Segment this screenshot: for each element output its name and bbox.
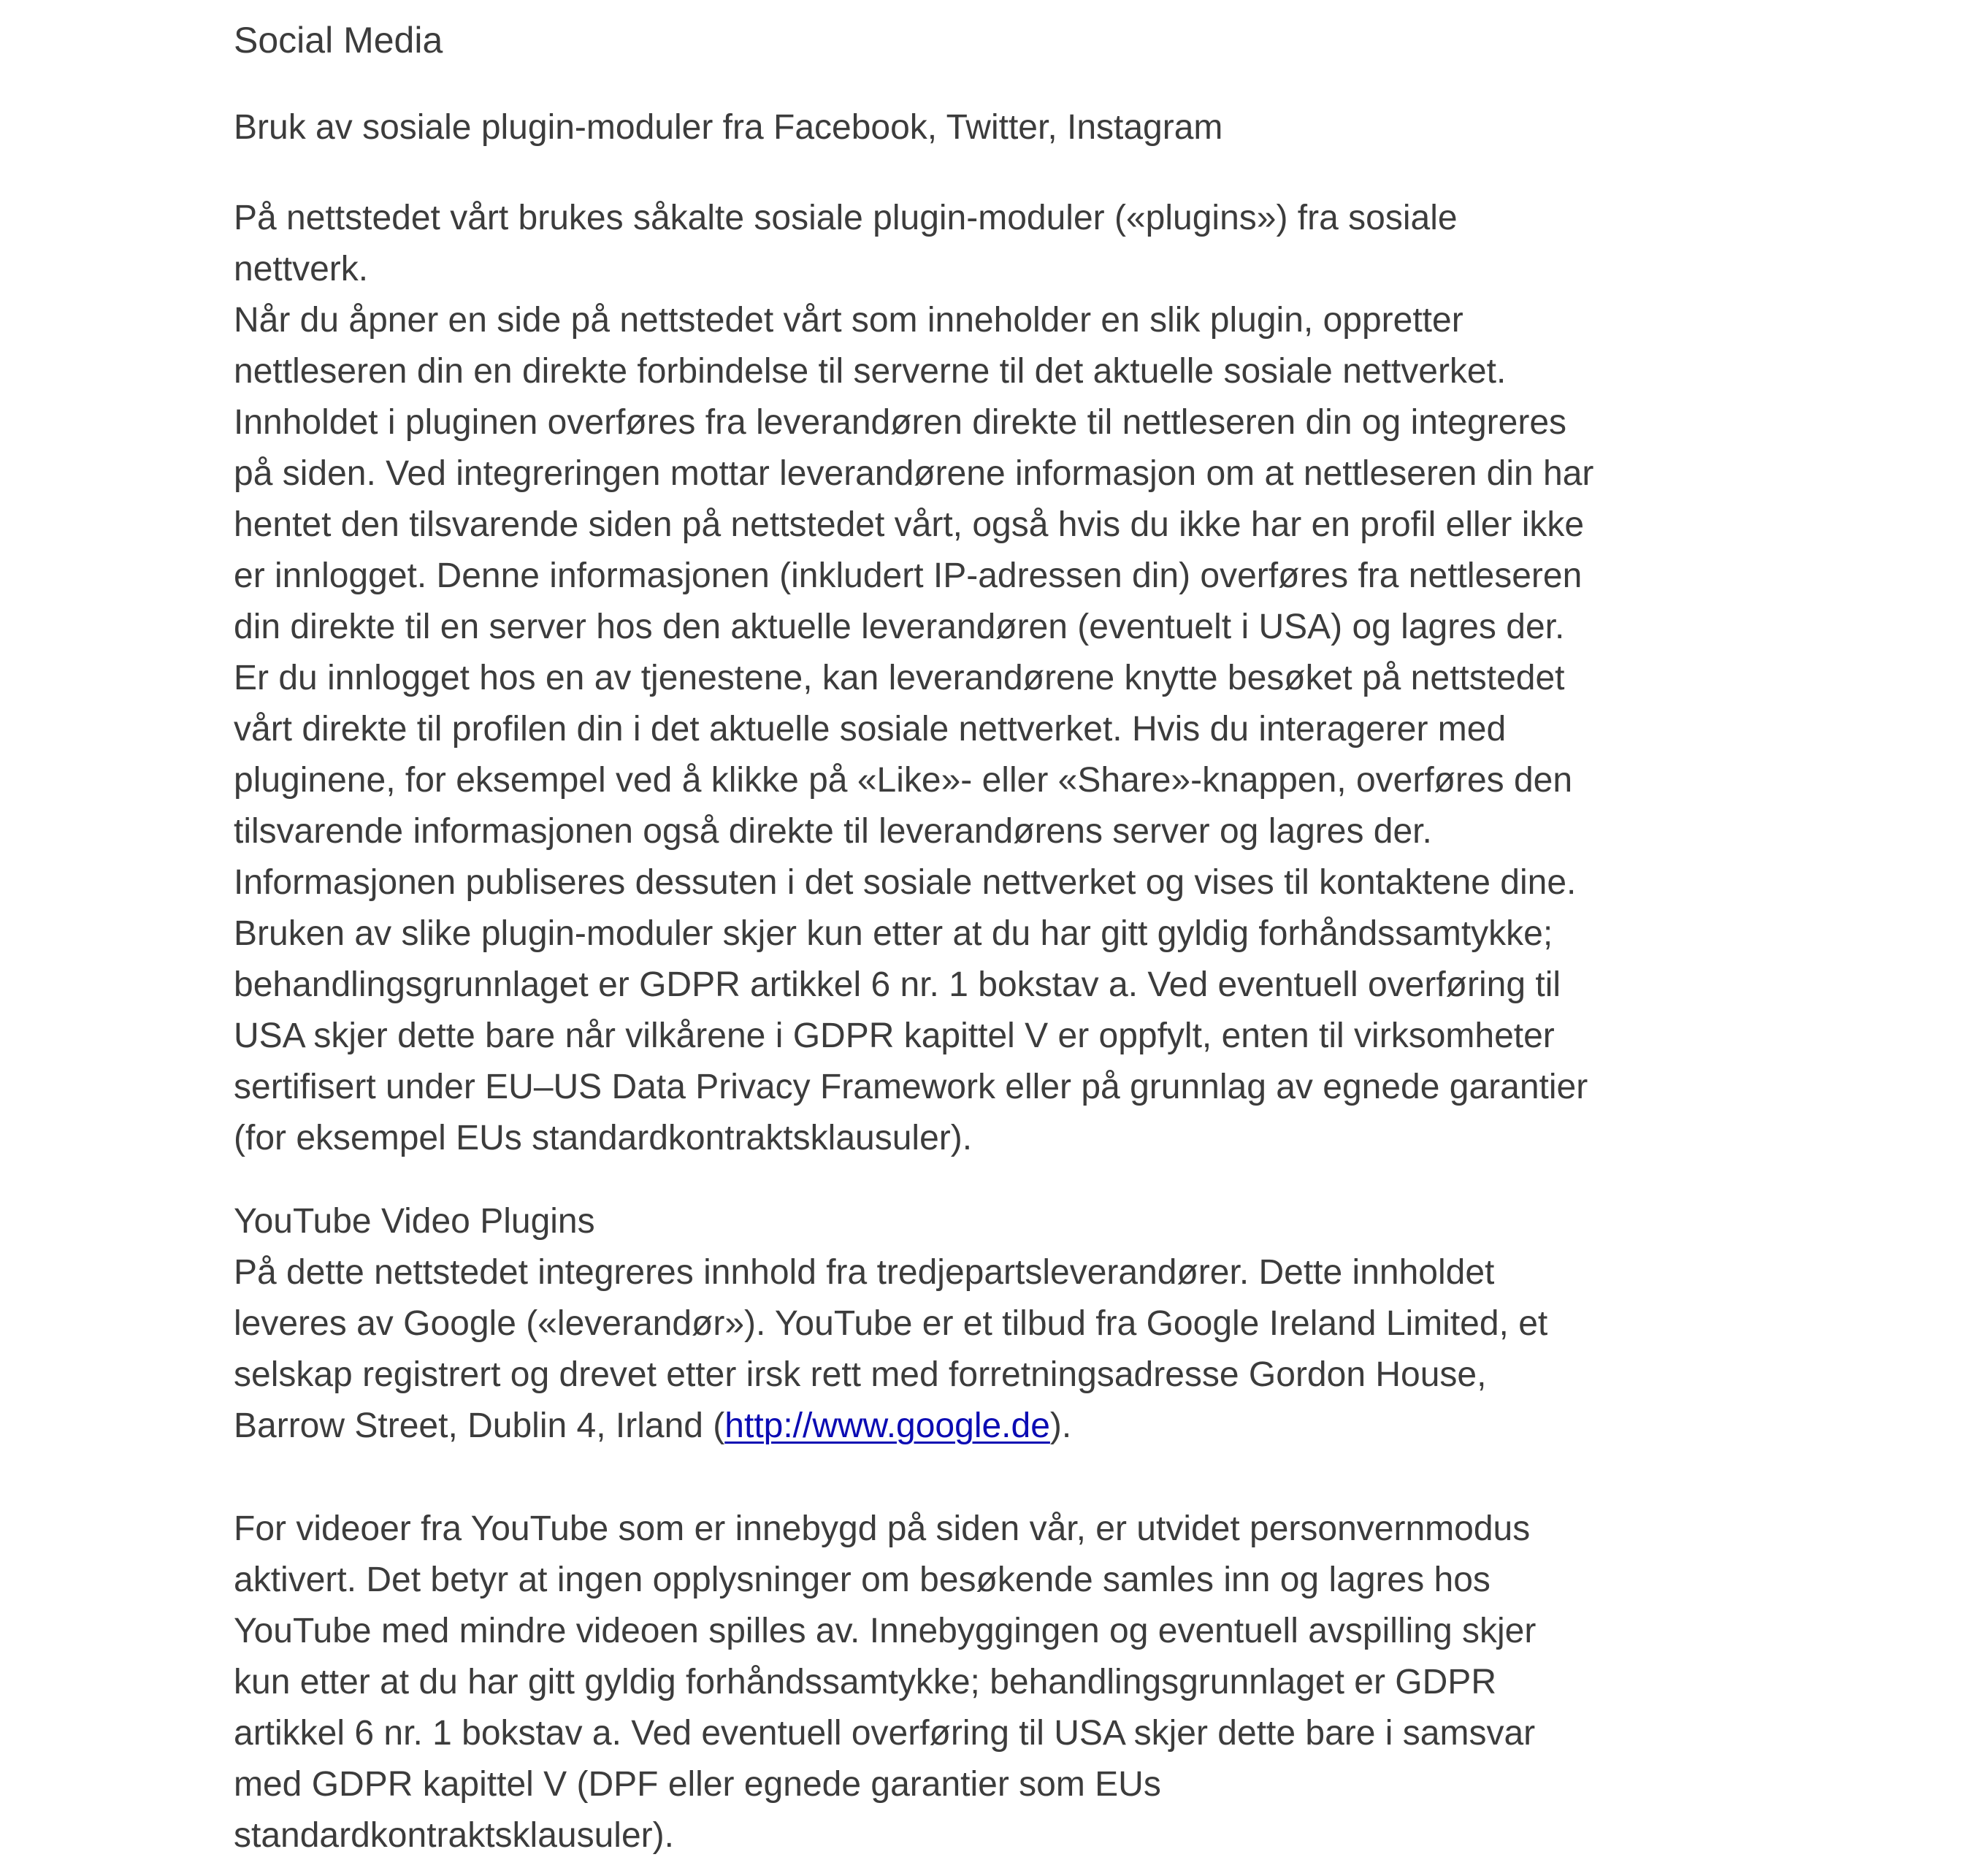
- paragraph-line: nettleseren din en direkte forbindelse til serverne til det aktuelle sosiale nettverket.: [234, 352, 1507, 391]
- paragraph-line: vårt direkte til profilen din i det aktuelle sosiale nettverket. Hvis du interagerer med: [234, 710, 1507, 749]
- paragraph-line: På dette nettstedet integreres innhold fra tredjepartsleverandører. Dette innholdet: [234, 1253, 1495, 1292]
- closing-punctuation: ).: [1049, 1406, 1072, 1445]
- paragraph-line: [234, 1401, 1071, 1452]
- paragraph-line: Når du åpner en side på nettstedet vårt som inneholder en slik plugin, oppretter: [234, 301, 1463, 340]
- address-text: Barrow Street, Dublin 4, Irland (: [234, 1406, 725, 1445]
- paragraph-line: standardkontraktsklausuler).: [234, 1816, 674, 1855]
- subtitle: Bruk av sosiale plugin-moduler fra Facebook, Twitter, Instagram: [234, 108, 1223, 147]
- paragraph-line: din direkte til en server hos den aktuelle leverandøren (eventuelt i USA) og lagres der.: [234, 608, 1565, 646]
- paragraph-line: behandlingsgrunnlaget er GDPR artikkel 6 nr. 1 bokstav a. Ved eventuell overføring til: [234, 965, 1561, 1004]
- google-link[interactable]: http://www.google.de: [724, 1406, 1050, 1445]
- paragraph-line: sertifisert under EU–US Data Privacy Framework eller på grunnlag av egnede garantier: [234, 1068, 1588, 1106]
- paragraph-line: artikkel 6 nr. 1 bokstav a. Ved eventuell overføring til USA skjer dette bare i samsvar: [234, 1714, 1536, 1753]
- paragraph-line: YouTube med mindre videoen spilles av. Innebyggingen og eventuell avspilling skjer: [234, 1612, 1537, 1650]
- paragraph-line: selskap registrert og drevet etter irsk rett med forretningsadresse Gordon House,: [234, 1355, 1487, 1394]
- paragraph-line: tilsvarende informasjonen også direkte til leverandørens server og lagres der.: [234, 812, 1432, 851]
- paragraph-line: (for eksempel EUs standardkontraktsklausuler).: [234, 1119, 973, 1157]
- section-title: Social Media: [234, 20, 443, 61]
- paragraph-line: Bruken av slike plugin-moduler skjer kun etter at du har gitt gyldig forhåndssamtykke;: [234, 914, 1553, 953]
- paragraph-line: pluginene, for eksempel ved å klikke på «Like»- eller «Share»-knappen, overføres den: [234, 761, 1573, 800]
- paragraph-line: Er du innlogget hos en av tjenestene, kan leverandørene knytte besøket på nettstedet: [234, 659, 1565, 697]
- paragraph-line: er innlogget. Denne informasjonen (inkludert IP-adressen din) overføres fra nettleseren: [234, 556, 1583, 595]
- paragraph-line: Innholdet i pluginen overføres fra leverandøren direkte til nettleseren din og integreres: [234, 403, 1567, 442]
- paragraph-line: USA skjer dette bare når vilkårene i GDPR kapittel V er oppfylt, enten til virksomheter: [234, 1017, 1555, 1055]
- youtube-heading: YouTube Video Plugins: [234, 1202, 595, 1241]
- paragraph-line: på siden. Ved integreringen mottar leverandørene informasjon om at nettleseren din har: [234, 454, 1594, 493]
- paragraph-line: Informasjonen publiseres dessuten i det sosiale nettverket og vises til kontaktene dine.: [234, 863, 1577, 902]
- paragraph-line: kun etter at du har gitt gyldig forhåndssamtykke; behandlingsgrunnlaget er GDPR: [234, 1663, 1496, 1701]
- paragraph-line: For videoer fra YouTube som er innebygd på siden vår, er utvidet personvernmodus: [234, 1509, 1531, 1548]
- paragraph-line: hentet den tilsvarende siden på nettstedet vårt, også hvis du ikke har en profil eller ikke: [234, 505, 1585, 544]
- paragraph-line: nettverk.: [234, 250, 369, 288]
- paragraph-line: med GDPR kapittel V (DPF eller egnede garantier som EUs: [234, 1765, 1161, 1804]
- paragraph-line: leveres av Google («leverandør»). YouTube er et tilbud fra Google Ireland Limited, et: [234, 1304, 1548, 1343]
- paragraph-line: På nettstedet vårt brukes såkalte sosiale plugin-moduler («plugins») fra sosiale: [234, 199, 1458, 237]
- paragraph-line: aktivert. Det betyr at ingen opplysninger om besøkende samles inn og lagres hos: [234, 1561, 1491, 1599]
